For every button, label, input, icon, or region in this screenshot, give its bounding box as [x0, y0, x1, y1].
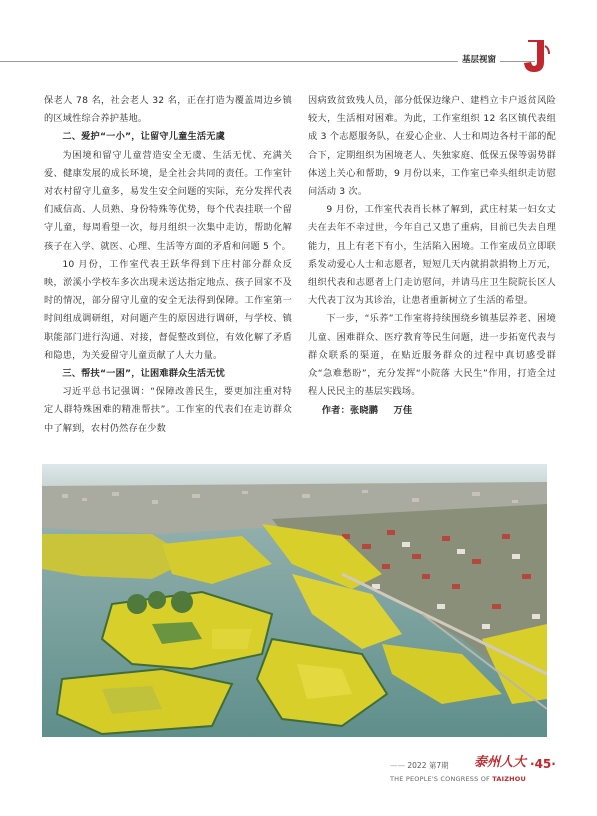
left-paragraph-3: 10 月份，工作室代表王跃华得到下庄村部分群众反映，淤溪小学校车多次出现未送达指定地点、孩子回家不及时的情况，部分留守儿童的安全无法得到保障。工作室第一时间组成调研组，对问题产生的原因进行调研，与学校、镇职能部门进行沟通、对接，督促整改到位，有效化解了矛盾和隐患，为关爱留守儿童贡献了人大力量。: [44, 258, 292, 361]
page-footer: [390, 748, 560, 788]
magazine-logo: 泰州人大: [474, 755, 527, 770]
heading-section-2: 二、爱护“一小”，让留守儿童生活无虞: [62, 131, 226, 143]
right-paragraph-1: 因病致贫致残人员，部分低保边缘户、建档立卡户返贫风险较大，生活相对困难。为此，工作室组织 12 名区镇代表组成 3 个志愿服务队，在爱心企业、人士和周边各村干部的配合下，定期组织为困境老人、失独家庭、低保五保等弱势群体送上关心和帮助，9 月份以来，工作室已牵头组织走访慰问活动 3 次。: [308, 95, 556, 198]
section-title: 基层视窗: [458, 53, 500, 65]
byline: [308, 402, 556, 420]
section-logo-j: [522, 38, 550, 74]
page-number: ·45·: [530, 757, 556, 771]
left-column: [44, 92, 292, 438]
aerial-photo-illustration: [42, 464, 547, 737]
heading-section-3: 三、帮扶“一困”，让困难群众生活无忧: [62, 368, 226, 380]
english-city: TAIZHOU: [492, 775, 526, 783]
left-paragraph-4: 习近平总书记强调：“保障改善民生，要更加注重对特定人群特殊困难的精准帮扶”。工作室的代表们在走访群众中了解到，农村仍然存在少数: [44, 386, 292, 434]
right-paragraph-3: 下一步，“乐荞”工作室将持续围绕乡镇基层养老、困境儿童、困难群众、医疗教育等民生问题，进一步拓宽代表与群众联系的渠道，在贴近服务群众的过程中真切感受群众“急难愁盼”，充分发挥“小院落 大民生”作用，打造全过程人民民主的基层实践场。: [308, 313, 556, 398]
right-column: [308, 92, 556, 421]
left-paragraph-2: 为困境和留守儿童营造安全无虞、生活无忧、充满关爱、健康发展的成长环境，是全社会共同的责任。工作室针对农村留守儿童多，易发生安全问题的实际，充分发挥代表们威信高、人员熟、身份特殊等优势，每个代表挂联一个留守儿童，每周看望一次，每月组织一次集中走访，帮助化解孩子在入学、就医、心理、生活等方面的矛盾和问题 5 个。: [44, 149, 292, 252]
english-name: THE PEOPLE'S CONGRESS OF: [390, 775, 490, 783]
left-paragraph-1: 保老人 78 名，社会老人 32 名，正在打造为覆盖周边乡镇的区域性综合养护基地。: [44, 95, 292, 125]
right-paragraph-2: 9 月份，工作室代表肖长林了解到，武庄村某一妇女丈夫在去年不幸过世，今年自己又患了重病，目前已失去自理能力，且上有老下有小，生活陷入困境。工作室成员立即联系发动爱心人士和志愿者，短短几天内就捐款捐物上万元，组织代表和志愿者上门走访慰问，并请马庄卫生院院长区人大代表丁汉为其诊治，让患者重新树立了生活的希望。: [308, 204, 556, 307]
page-number-value: 45: [534, 757, 552, 771]
byline-label: 作者：: [321, 405, 350, 417]
footer-issue: —— 2022 第7期: [390, 761, 449, 770]
header-rule: [0, 61, 535, 62]
author-1: 张晓鹏: [349, 405, 379, 417]
magazine-english-name: [390, 775, 526, 783]
author-2: 万佳: [393, 405, 413, 417]
year-issue: 2022 第7期: [407, 761, 449, 770]
aerial-photo: [42, 464, 547, 737]
